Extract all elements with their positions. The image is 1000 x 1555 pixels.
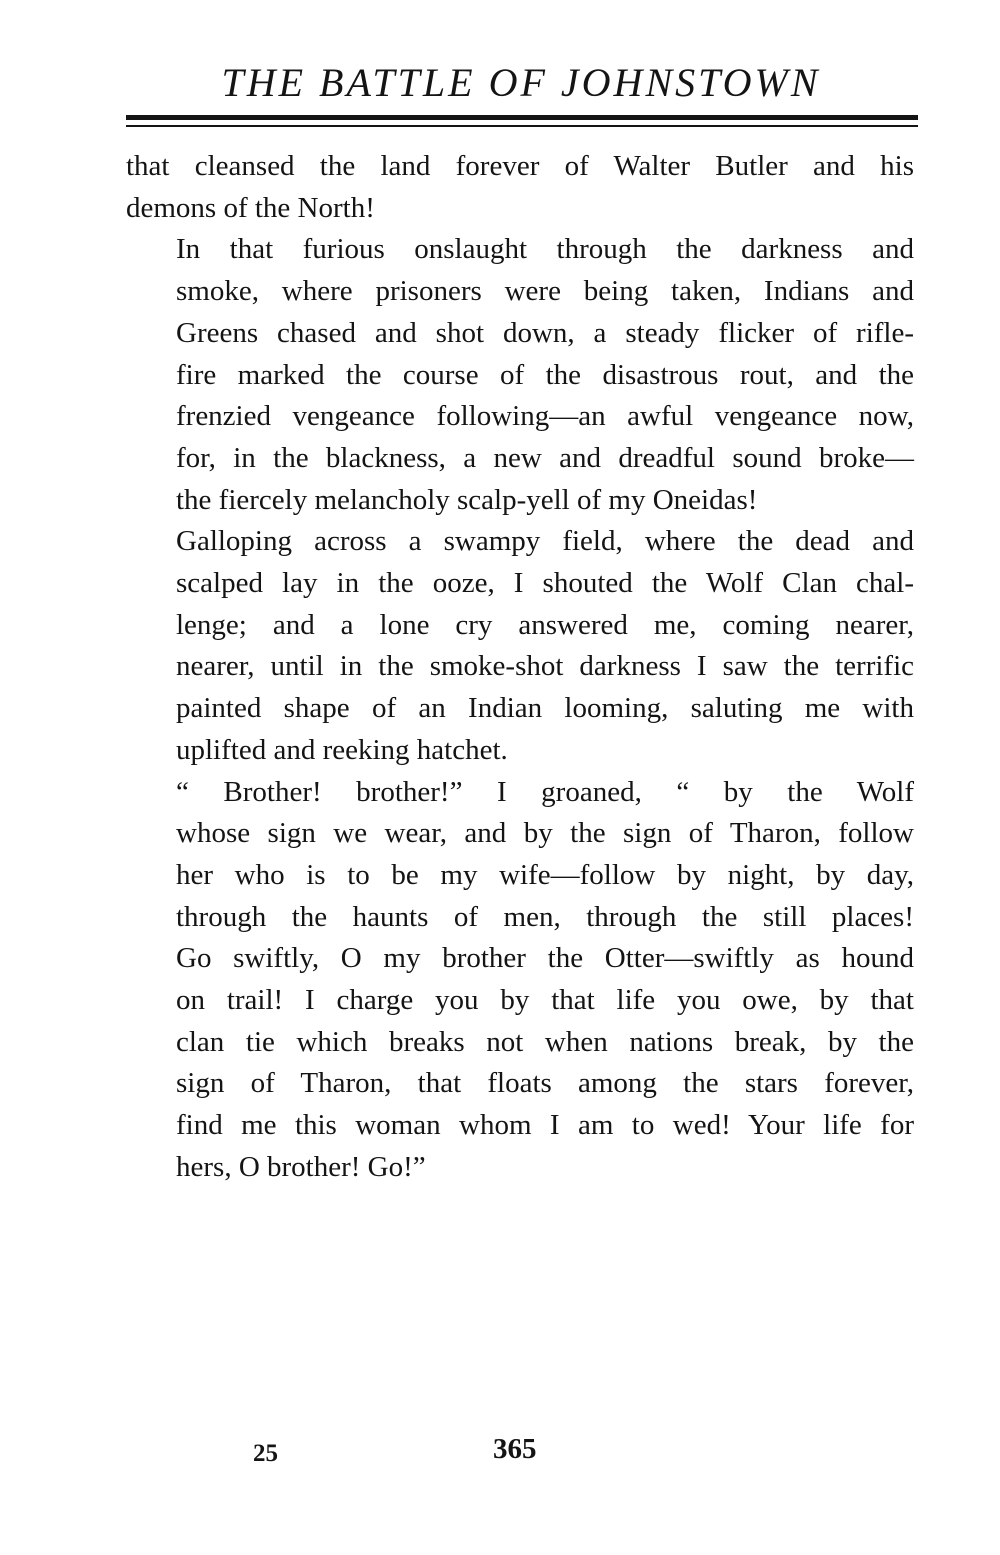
paragraph-4 bbox=[126, 772, 914, 1189]
text-line: Galloping across a swampy field, where the dead and bbox=[176, 525, 914, 558]
text-line: In that furious onslaught through the darkness and bbox=[176, 233, 914, 266]
text-line: fire marked the course of the disastrous rout, and the bbox=[176, 358, 914, 391]
paragraph-2 bbox=[126, 229, 914, 521]
text-line: smoke, where prisoners were being taken, Indians and bbox=[176, 275, 914, 308]
page-number: 365 bbox=[493, 1433, 537, 1465]
text-line: lenge; and a lone cry answered me, coming nearer, bbox=[176, 608, 914, 641]
text-line: uplifted and reeking hatchet. bbox=[176, 733, 508, 766]
text-line: frenzied vengeance following—an awful vengeance now, bbox=[176, 400, 914, 433]
text-line: that cleansed the land forever of Walter Butler and his bbox=[126, 150, 914, 182]
text-line: clan tie which breaks not when nations break, by the bbox=[176, 1025, 914, 1058]
text-line: for, in the blackness, a new and dreadful sound broke— bbox=[176, 441, 914, 474]
text-line: on trail! I charge you by that life you owe, by that bbox=[176, 984, 914, 1017]
text-line: her who is to be my wife—follow by night, by day, bbox=[176, 858, 914, 891]
text-line: painted shape of an Indian looming, saluting me with bbox=[176, 692, 914, 725]
text-line: hers, O brother! Go!” bbox=[176, 1150, 426, 1183]
text-line: sign of Tharon, that floats among the stars forever, bbox=[176, 1067, 914, 1100]
text-line: through the haunts of men, through the still places! bbox=[176, 900, 914, 933]
text-line: nearer, until in the smoke-shot darkness I saw the terrific bbox=[176, 650, 914, 683]
text-line: Go swiftly, O my brother the Otter—swiftly as hound bbox=[176, 942, 914, 975]
running-title: THE BATTLE OF JOHNSTOWN bbox=[221, 60, 821, 105]
paragraph-3 bbox=[126, 521, 914, 771]
text-line: Greens chased and shot down, a steady flicker of rifle- bbox=[176, 316, 914, 349]
body-text bbox=[126, 146, 914, 1189]
text-line: find me this woman whom I am to wed! Your life for bbox=[176, 1109, 914, 1142]
text-line: whose sign we wear, and by the sign of Tharon, follow bbox=[176, 817, 914, 850]
text-line: “ Brother! brother!” I groaned, “ by the Wolf bbox=[176, 775, 914, 808]
signature-mark: 25 bbox=[253, 1440, 278, 1467]
text-line: the fiercely melancholy scalp-yell of my Oneidas! bbox=[176, 483, 758, 516]
header-rule-thick bbox=[126, 115, 918, 120]
text-line: demons of the North! bbox=[126, 191, 375, 224]
text-line: scalped lay in the ooze, I shouted the Wolf Clan chal- bbox=[176, 567, 914, 600]
header-rule-thin bbox=[126, 125, 918, 127]
paragraph-1 bbox=[126, 146, 914, 229]
